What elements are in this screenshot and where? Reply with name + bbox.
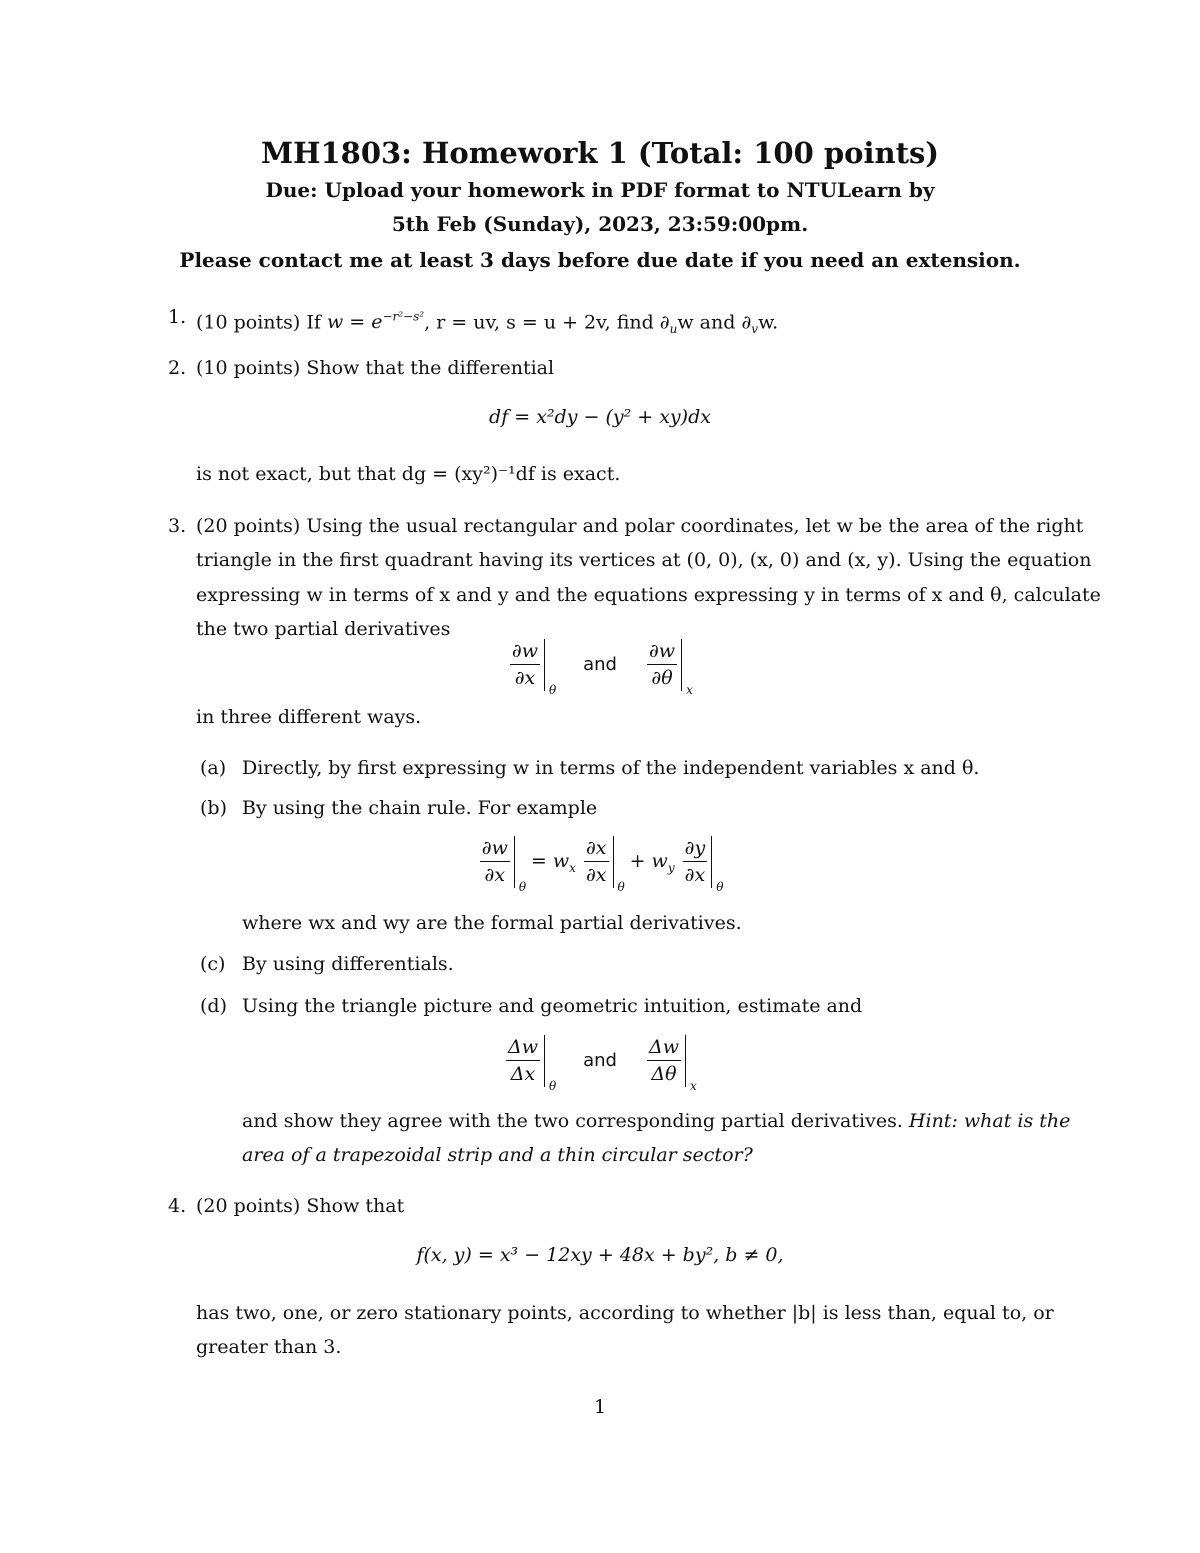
due-line-1: Due: Upload your homework in PDF format to NTULearn by xyxy=(265,178,935,202)
q3c-text: By using differentials. xyxy=(242,953,454,975)
q1-points: (10 points) xyxy=(196,311,301,334)
q3a-text: Directly, by first expressing w in terms of the independent variables x and θ. xyxy=(242,757,980,779)
q1-text-d: w. xyxy=(758,311,779,334)
q3a-label: (a) xyxy=(200,757,227,779)
q3d-label: (d) xyxy=(200,995,227,1017)
q3-partials-display: $\frac{\partial w}{\partial x}$ θ and $\frac{\partial w}{\partial\theta}$ x xyxy=(511,640,693,697)
and-word-1: and xyxy=(583,654,617,675)
q3-line-2: triangle in the first quadrant having its vertices at (0, 0), (x, 0) and (x, y). Using the equation xyxy=(196,549,1092,571)
delta-display: $\frac{\Delta w}{\Delta x}$ θ and $\frac{\Delta w}{\Delta\theta}$ x xyxy=(508,1036,697,1093)
page-number: 1 xyxy=(593,1396,607,1418)
q4-points: (20 points) xyxy=(196,1195,301,1217)
q3c-label: (c) xyxy=(200,953,226,975)
q4-number: 4. xyxy=(168,1195,187,1217)
and-word-2: and xyxy=(583,1050,617,1071)
frac-dw-dtheta: $\frac{\partial w}{\partial\theta}$ xyxy=(648,640,676,689)
due-line-2: 5th Feb (Sunday), 2023, 23:59:00pm. xyxy=(391,212,809,236)
q3b-after: where wx and wy are the formal partial derivatives. xyxy=(242,912,742,934)
q1-text-a: If xyxy=(306,311,327,334)
q3-line-4: the two partial derivatives xyxy=(196,618,451,640)
q4-intro: Show that xyxy=(306,1195,405,1217)
q2-intro: Show that the differential xyxy=(306,357,555,379)
q3d-text: Using the triangle picture and geometric intuition, estimate and xyxy=(242,995,863,1017)
q2-points: (10 points) xyxy=(196,357,301,379)
q3b-text: By using the chain rule. For example xyxy=(242,797,598,819)
contact-notice: Please contact me at least 3 days before due date if you need an extension. xyxy=(179,248,1021,272)
q3-line-3: expressing w in terms of x and y and the equations expressing y in terms of x and θ, calculate xyxy=(196,584,1101,606)
q4-equation: f(x, y) = x³ − 12xy + 48x + by², b ≠ 0, xyxy=(416,1244,784,1266)
q3b-label: (b) xyxy=(200,797,227,819)
q2-number: 2. xyxy=(168,357,187,379)
q2-equation: df = x²dy − (y² + xy)dx xyxy=(489,406,711,428)
q2-after: is not exact, but that dg = (xy²)⁻¹df is exact. xyxy=(196,463,621,485)
q4-after-1: has two, one, or zero stationary points, according to whether |b| is less than, equal to, or xyxy=(196,1302,1054,1324)
q3-line-1 xyxy=(196,509,1083,543)
page-title: MH1803: Homework 1 (Total: 100 points) xyxy=(260,136,940,170)
q3d-hint-2: area of a trapezoidal strip and a thin circular sector? xyxy=(242,1144,753,1166)
q1-text-c: w and ∂ xyxy=(677,311,752,334)
q3d-after-1 xyxy=(242,1104,1070,1138)
q1-formula-w: $w = e^{-r^2-s^2}$ xyxy=(326,310,425,334)
chain-rule-display: $\frac{\partial w}{\partial x}$ θ = $w_x$ $\frac{\partial x}{\partial x}$ θ + $w_y$ $\frac{\partial y}{\partial x}$ θ xyxy=(481,837,724,894)
q3d-after-text: and show they agree with the two corresponding partial derivatives. xyxy=(242,1110,903,1132)
q1-text: (10 points) If $w = e^{-r^2-s^2}$, r = uv, s = u + 2v, find $\partial_uw$ and $\partial_vw$. xyxy=(196,310,779,337)
q3-points: (20 points) xyxy=(196,515,301,537)
q3-after: in three different ways. xyxy=(196,706,422,728)
frac-dw-dx: $\frac{\partial w}{\partial x}$ xyxy=(511,640,539,689)
q3-number: 3. xyxy=(168,515,187,537)
q3-line-1-text: Using the usual rectangular and polar coordinates, let w be the area of the right xyxy=(306,515,1084,537)
q2-text xyxy=(196,351,554,385)
q4-after-2: greater than 3. xyxy=(196,1336,342,1358)
q1-number: 1. xyxy=(168,306,187,328)
q4-text xyxy=(196,1189,404,1223)
q3d-hint-1: Hint: what is the xyxy=(908,1110,1071,1132)
q1-text-b: , r = uv, s = u + 2v, find ∂ xyxy=(424,311,670,334)
